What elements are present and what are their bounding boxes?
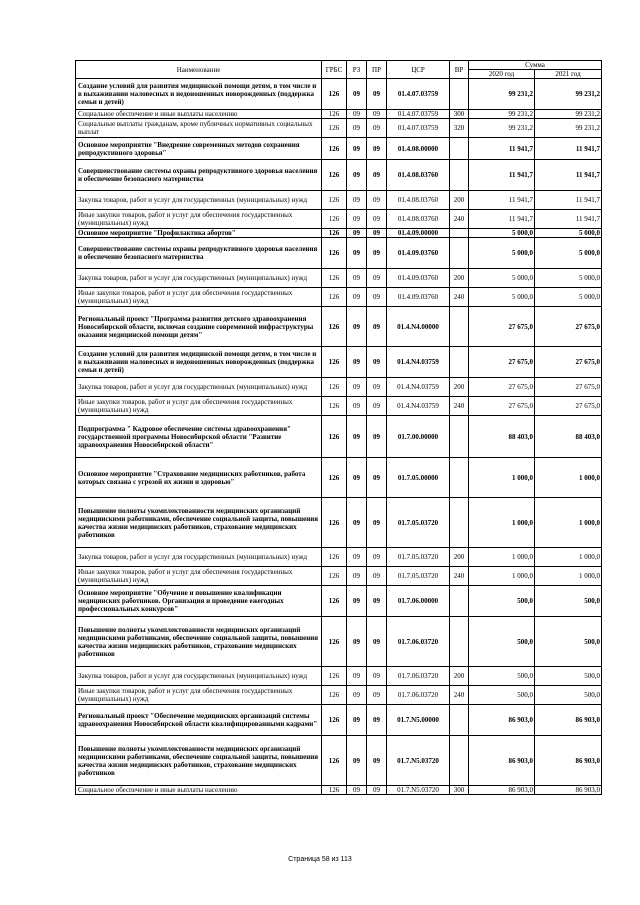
cell-name: Региональный проект "Программа развития детского здравоохранения Новосибирской области, включая создание современной инфраструктуры оказания медицинской помощи детям" [76, 307, 322, 347]
cell-pr: 09 [367, 378, 387, 397]
cell-csr: 01.4.09.03760 [387, 238, 450, 269]
cell-grbs: 126 [322, 686, 347, 705]
cell-grbs: 126 [322, 229, 347, 238]
cell-pr: 09 [367, 110, 387, 119]
cell-2021: 11 941,7 [535, 138, 602, 160]
cell-2020: 27 675,0 [469, 378, 535, 397]
cell-2021: 27 675,0 [535, 347, 602, 378]
cell-grbs: 126 [322, 378, 347, 397]
header-rz: РЗ [347, 61, 367, 79]
cell-csr: 01.4.N4.00000 [387, 307, 450, 347]
cell-vr: 300 [450, 786, 469, 795]
cell-pr: 09 [367, 210, 387, 229]
cell-name: Закупка товаров, работ и услуг для государственных (муниципальных) нужд [76, 667, 322, 686]
cell-2020: 1 000,0 [469, 498, 535, 548]
cell-name: Основное мероприятие "Обучение и повышение квалификации медицинских работников. Организация и проведение ежегодных профессиональных конкурсов" [76, 586, 322, 617]
table-row [76, 110, 602, 119]
cell-vr: 240 [450, 567, 469, 586]
cell-pr: 09 [367, 138, 387, 160]
cell-vr [450, 238, 469, 269]
page-number: Страница 58 из 113 [288, 856, 352, 863]
cell-rz: 09 [347, 586, 367, 617]
cell-name: Закупка товаров, работ и услуг для государственных (муниципальных) нужд [76, 191, 322, 210]
cell-grbs: 126 [322, 667, 347, 686]
budget-table-sheet [75, 60, 601, 795]
cell-2021: 1 000,0 [535, 548, 602, 567]
cell-2020: 5 000,0 [469, 269, 535, 288]
cell-2020: 1 000,0 [469, 458, 535, 498]
cell-2020: 86 903,0 [469, 736, 535, 786]
cell-vr: 240 [450, 397, 469, 416]
cell-vr: 200 [450, 667, 469, 686]
cell-name: Совершенствование системы охраны репродуктивного здоровья населения и обеспечение безопасного материнства [76, 160, 322, 191]
cell-2021: 86 903,0 [535, 705, 602, 736]
cell-grbs: 126 [322, 736, 347, 786]
cell-2020: 86 903,0 [469, 786, 535, 795]
cell-rz: 09 [347, 110, 367, 119]
cell-csr: 01.7.N5.03720 [387, 736, 450, 786]
cell-name: Повышение полноты укомплектованности медицинских организаций медицинскими работниками, обеспечение социальной защиты, повышения качества жизни медицинских работников, страхование медицинских работников [76, 736, 322, 786]
cell-rz: 09 [347, 138, 367, 160]
cell-rz: 09 [347, 567, 367, 586]
cell-csr: 01.7.N5.03720 [387, 786, 450, 795]
table-row [76, 705, 602, 736]
cell-2020: 11 941,7 [469, 160, 535, 191]
cell-2021: 5 000,0 [535, 269, 602, 288]
cell-2020: 5 000,0 [469, 229, 535, 238]
cell-rz: 09 [347, 347, 367, 378]
cell-grbs: 126 [322, 416, 347, 458]
cell-vr: 240 [450, 288, 469, 307]
cell-grbs: 126 [322, 567, 347, 586]
cell-2021: 27 675,0 [535, 307, 602, 347]
cell-rz: 09 [347, 416, 367, 458]
cell-grbs: 126 [322, 307, 347, 347]
cell-2020: 99 231,2 [469, 110, 535, 119]
cell-grbs: 126 [322, 586, 347, 617]
cell-rz: 09 [347, 229, 367, 238]
cell-2021: 1 000,0 [535, 498, 602, 548]
cell-2021: 1 000,0 [535, 567, 602, 586]
header-vr: ВР [450, 61, 469, 79]
cell-name: Региональный проект "Обеспечение медицинских организаций системы здравоохранения Новосибирской области квалифицированными кадрами" [76, 705, 322, 736]
cell-rz: 09 [347, 397, 367, 416]
cell-2021: 11 941,7 [535, 160, 602, 191]
cell-name: Иные закупки товаров, работ и услуг для обеспечения государственных (муниципальных) нужд [76, 397, 322, 416]
cell-grbs: 126 [322, 397, 347, 416]
cell-2020: 11 941,7 [469, 210, 535, 229]
cell-vr [450, 617, 469, 667]
cell-csr: 01.7.N5.00000 [387, 705, 450, 736]
cell-name: Совершенствование системы охраны репродуктивного здоровья населения и обеспечение безопасного материнства [76, 238, 322, 269]
cell-name: Основное мероприятие "Профилактика абортов" [76, 229, 322, 238]
cell-pr: 09 [367, 347, 387, 378]
cell-rz: 09 [347, 191, 367, 210]
cell-pr: 09 [367, 238, 387, 269]
cell-2021: 11 941,7 [535, 210, 602, 229]
cell-name: Социальное обеспечение и иные выплаты населению [76, 110, 322, 119]
table-row [76, 586, 602, 617]
cell-vr [450, 586, 469, 617]
table-row [76, 548, 602, 567]
cell-pr: 09 [367, 786, 387, 795]
cell-2021: 99 231,2 [535, 110, 602, 119]
table-body [76, 79, 602, 795]
cell-grbs: 126 [322, 238, 347, 269]
cell-pr: 09 [367, 586, 387, 617]
table-row [76, 786, 602, 795]
cell-rz: 09 [347, 617, 367, 667]
cell-2021: 500,0 [535, 586, 602, 617]
cell-2021: 500,0 [535, 617, 602, 667]
table-row [76, 617, 602, 667]
cell-pr: 09 [367, 705, 387, 736]
cell-pr: 09 [367, 397, 387, 416]
cell-pr: 09 [367, 79, 387, 110]
cell-vr [450, 416, 469, 458]
cell-vr [450, 458, 469, 498]
table-row [76, 378, 602, 397]
cell-vr [450, 229, 469, 238]
cell-pr: 09 [367, 229, 387, 238]
table-row [76, 458, 602, 498]
cell-2021: 27 675,0 [535, 378, 602, 397]
cell-csr: 01.4.07.03759 [387, 119, 450, 138]
cell-csr: 01.7.06.03720 [387, 617, 450, 667]
cell-name: Повышение полноты укомплектованности медицинских организаций медицинскими работниками, обеспечение социальной защиты, повышения качества жизни медицинских работников, страхование медицинских работников [76, 617, 322, 667]
cell-pr: 09 [367, 667, 387, 686]
cell-rz: 09 [347, 686, 367, 705]
cell-rz: 09 [347, 269, 367, 288]
table-row [76, 498, 602, 548]
table-row [76, 288, 602, 307]
cell-2020: 99 231,2 [469, 79, 535, 110]
cell-grbs: 126 [322, 269, 347, 288]
cell-pr: 09 [367, 269, 387, 288]
cell-csr: 01.7.05.00000 [387, 458, 450, 498]
cell-name: Повышение полноты укомплектованности медицинских организаций медицинскими работниками, обеспечение социальной защиты, повышения качества жизни медицинских работников, страхование медицинских работников [76, 498, 322, 548]
cell-2021: 99 231,2 [535, 119, 602, 138]
cell-name: Социальное обеспечение и иные выплаты населению [76, 786, 322, 795]
cell-rz: 09 [347, 736, 367, 786]
cell-vr: 300 [450, 110, 469, 119]
header-sum: Сумма [469, 61, 602, 70]
header-name: Наименование [76, 61, 322, 79]
cell-grbs: 126 [322, 160, 347, 191]
cell-2020: 88 403,0 [469, 416, 535, 458]
header-2021: 2021 год [535, 70, 602, 79]
cell-2021: 86 903,0 [535, 786, 602, 795]
cell-csr: 01.4.08.03760 [387, 160, 450, 191]
cell-rz: 09 [347, 498, 367, 548]
cell-rz: 09 [347, 210, 367, 229]
cell-2021: 1 000,0 [535, 458, 602, 498]
cell-grbs: 126 [322, 210, 347, 229]
cell-vr [450, 736, 469, 786]
cell-2021: 500,0 [535, 686, 602, 705]
cell-2021: 88 403,0 [535, 416, 602, 458]
cell-name: Создание условий для развития медицинской помощи детям, в том числе и в выхаживании маловесных и недоношенных новорожденных (поддержка семьи и детей) [76, 79, 322, 110]
budget-table [75, 60, 602, 795]
cell-2021: 99 231,2 [535, 79, 602, 110]
cell-rz: 09 [347, 288, 367, 307]
cell-csr: 01.4.08.03760 [387, 191, 450, 210]
cell-rz: 09 [347, 786, 367, 795]
cell-pr: 09 [367, 617, 387, 667]
cell-2021: 27 675,0 [535, 397, 602, 416]
cell-csr: 01.4.09.03760 [387, 288, 450, 307]
cell-pr: 09 [367, 119, 387, 138]
cell-name: Иные закупки товаров, работ и услуг для обеспечения государственных (муниципальных) нужд [76, 686, 322, 705]
cell-vr [450, 160, 469, 191]
cell-csr: 01.4.09.00000 [387, 229, 450, 238]
cell-grbs: 126 [322, 617, 347, 667]
cell-2020: 5 000,0 [469, 288, 535, 307]
cell-2020: 1 000,0 [469, 567, 535, 586]
cell-csr: 01.4.N4.03759 [387, 397, 450, 416]
table-row [76, 229, 602, 238]
cell-csr: 01.7.06.00000 [387, 586, 450, 617]
cell-rz: 09 [347, 307, 367, 347]
cell-vr: 240 [450, 210, 469, 229]
cell-csr: 01.7.05.03720 [387, 567, 450, 586]
cell-name: Иные закупки товаров, работ и услуг для обеспечения государственных (муниципальных) нужд [76, 567, 322, 586]
cell-pr: 09 [367, 498, 387, 548]
cell-vr [450, 347, 469, 378]
cell-pr: 09 [367, 458, 387, 498]
cell-2021: 5 000,0 [535, 238, 602, 269]
cell-vr: 240 [450, 686, 469, 705]
cell-grbs: 126 [322, 119, 347, 138]
cell-2020: 500,0 [469, 686, 535, 705]
table-row [76, 667, 602, 686]
cell-vr [450, 138, 469, 160]
cell-csr: 01.4.08.00000 [387, 138, 450, 160]
cell-2020: 27 675,0 [469, 397, 535, 416]
cell-pr: 09 [367, 736, 387, 786]
cell-grbs: 126 [322, 786, 347, 795]
table-row [76, 238, 602, 269]
cell-csr: 01.4.N4.03759 [387, 347, 450, 378]
cell-2021: 500,0 [535, 667, 602, 686]
cell-csr: 01.7.06.03720 [387, 667, 450, 686]
cell-pr: 09 [367, 160, 387, 191]
table-row [76, 191, 602, 210]
table-row [76, 269, 602, 288]
header-grbs: ГРБС [322, 61, 347, 79]
cell-2020: 27 675,0 [469, 307, 535, 347]
cell-name: Закупка товаров, работ и услуг для государственных (муниципальных) нужд [76, 269, 322, 288]
cell-grbs: 126 [322, 347, 347, 378]
cell-2020: 11 941,7 [469, 191, 535, 210]
header-pr: ПР [367, 61, 387, 79]
cell-csr: 01.4.07.03759 [387, 79, 450, 110]
cell-name: Основное мероприятие "Внедрение современных методов сохранения репродуктивного здоровья" [76, 138, 322, 160]
cell-grbs: 126 [322, 79, 347, 110]
table-row [76, 397, 602, 416]
cell-grbs: 126 [322, 191, 347, 210]
cell-name: Закупка товаров, работ и услуг для государственных (муниципальных) нужд [76, 378, 322, 397]
cell-pr: 09 [367, 548, 387, 567]
header-2020: 2020 год [469, 70, 535, 79]
cell-vr [450, 307, 469, 347]
cell-pr: 09 [367, 307, 387, 347]
cell-grbs: 126 [322, 705, 347, 736]
cell-vr: 320 [450, 119, 469, 138]
cell-vr: 200 [450, 548, 469, 567]
cell-csr: 01.7.05.03720 [387, 548, 450, 567]
cell-vr: 200 [450, 269, 469, 288]
table-row [76, 347, 602, 378]
cell-csr: 01.7.05.03720 [387, 498, 450, 548]
cell-2021: 11 941,7 [535, 191, 602, 210]
cell-rz: 09 [347, 667, 367, 686]
cell-vr [450, 498, 469, 548]
cell-pr: 09 [367, 686, 387, 705]
cell-csr: 01.4.07.03759 [387, 110, 450, 119]
cell-grbs: 126 [322, 288, 347, 307]
cell-name: Основное мероприятие "Страхование медицинских работников, работа которых связана с угрозой их жизни и здоровью" [76, 458, 322, 498]
table-row [76, 210, 602, 229]
cell-rz: 09 [347, 705, 367, 736]
cell-name: Иные закупки товаров, работ и услуг для обеспечения государственных (муниципальных) нужд [76, 288, 322, 307]
table-row [76, 736, 602, 786]
table-row [76, 79, 602, 110]
cell-2020: 500,0 [469, 667, 535, 686]
cell-grbs: 126 [322, 138, 347, 160]
cell-vr: 200 [450, 191, 469, 210]
cell-2021: 5 000,0 [535, 229, 602, 238]
cell-rz: 09 [347, 548, 367, 567]
cell-2021: 86 903,0 [535, 736, 602, 786]
cell-pr: 09 [367, 288, 387, 307]
cell-grbs: 126 [322, 458, 347, 498]
cell-vr [450, 79, 469, 110]
cell-name: Социальные выплаты гражданам, кроме публичных нормативных социальных выплат [76, 119, 322, 138]
table-row [76, 138, 602, 160]
cell-rz: 09 [347, 79, 367, 110]
table-row [76, 160, 602, 191]
cell-rz: 09 [347, 160, 367, 191]
cell-2020: 500,0 [469, 617, 535, 667]
cell-2020: 1 000,0 [469, 548, 535, 567]
cell-vr: 200 [450, 378, 469, 397]
cell-name: Создание условий для развития медицинской помощи детям, в том числе и в выхаживании маловесных и недоношенных новорожденных (поддержка семьи и детей) [76, 347, 322, 378]
table-row [76, 567, 602, 586]
cell-rz: 09 [347, 458, 367, 498]
cell-2020: 11 941,7 [469, 138, 535, 160]
cell-rz: 09 [347, 378, 367, 397]
table-row [76, 686, 602, 705]
cell-grbs: 126 [322, 548, 347, 567]
cell-2020: 86 903,0 [469, 705, 535, 736]
cell-grbs: 126 [322, 498, 347, 548]
cell-pr: 09 [367, 567, 387, 586]
cell-csr: 01.4.N4.03759 [387, 378, 450, 397]
table-row [76, 307, 602, 347]
header-csr: ЦСР [387, 61, 450, 79]
cell-2021: 5 000,0 [535, 288, 602, 307]
cell-2020: 99 231,2 [469, 119, 535, 138]
table-row [76, 119, 602, 138]
cell-name: Подпрограмма " Кадровое обеспечение системы здравоохранения" государственной программы Новосибирской области "Развитие здравоохранения Новосибирской области" [76, 416, 322, 458]
table-row [76, 416, 602, 458]
cell-2020: 500,0 [469, 586, 535, 617]
cell-grbs: 126 [322, 110, 347, 119]
cell-rz: 09 [347, 238, 367, 269]
cell-csr: 01.7.06.03720 [387, 686, 450, 705]
cell-csr: 01.7.00.00000 [387, 416, 450, 458]
cell-rz: 09 [347, 119, 367, 138]
cell-2020: 27 675,0 [469, 347, 535, 378]
cell-2020: 5 000,0 [469, 238, 535, 269]
cell-csr: 01.4.08.03760 [387, 210, 450, 229]
cell-pr: 09 [367, 191, 387, 210]
cell-csr: 01.4.09.03760 [387, 269, 450, 288]
cell-vr [450, 705, 469, 736]
cell-name: Закупка товаров, работ и услуг для государственных (муниципальных) нужд [76, 548, 322, 567]
cell-name: Иные закупки товаров, работ и услуг для обеспечения государственных (муниципальных) нужд [76, 210, 322, 229]
cell-pr: 09 [367, 416, 387, 458]
